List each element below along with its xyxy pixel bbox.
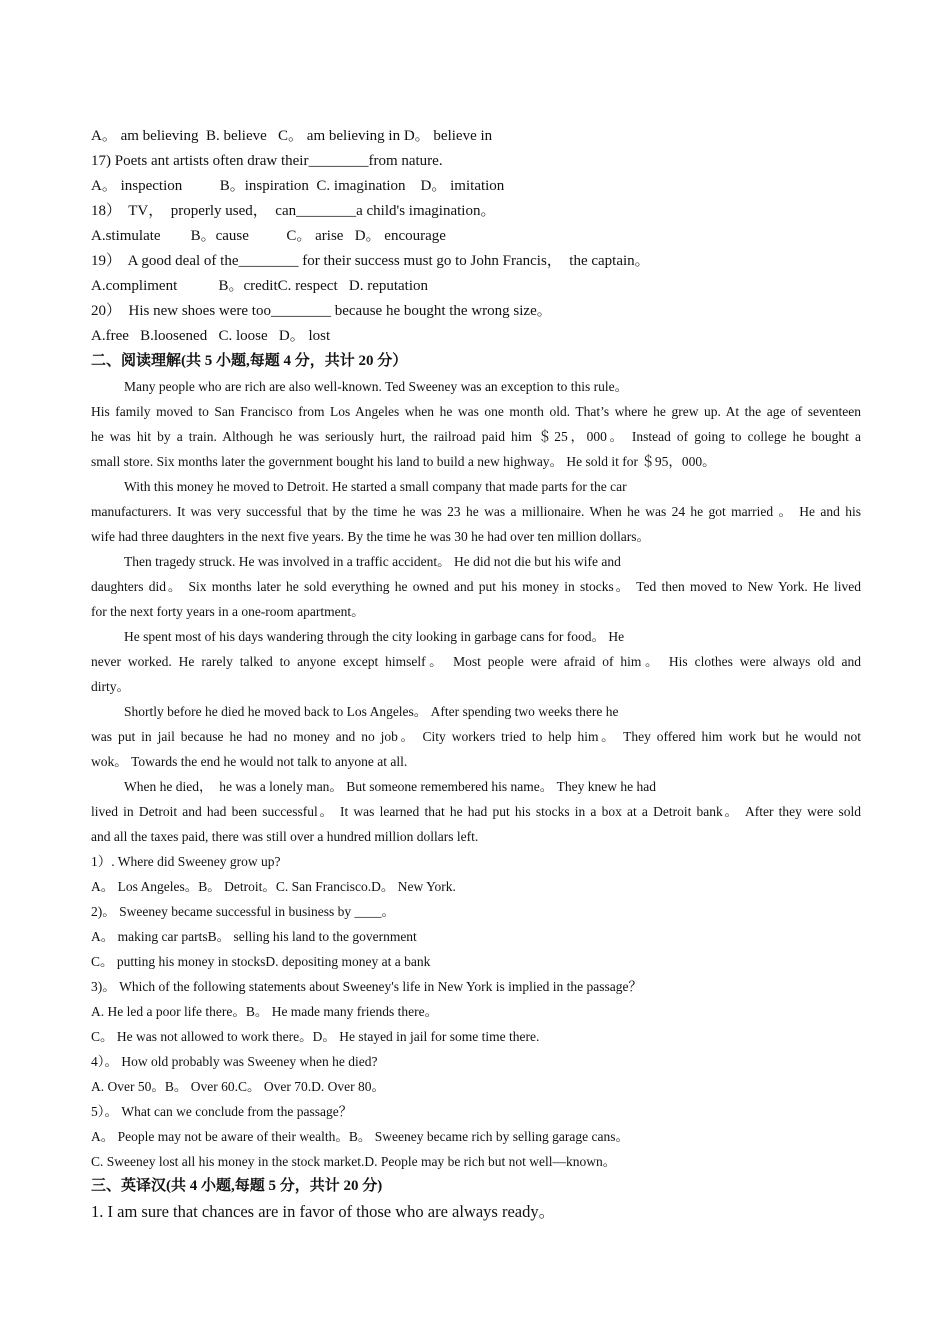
passage-line: wok。 Towards the end he would not talk to anyone at all. bbox=[91, 754, 408, 769]
question-3-options-cd: C。 He was not allowed to work there。D。 He stayed in jail for some time there. bbox=[91, 1029, 540, 1044]
passage-line: Then tragedy struck. He was involved in a traffic accident。 He did not die but his wife and bbox=[124, 554, 621, 569]
passage-line: for the next forty years in a one-room apartment。 bbox=[91, 604, 365, 619]
question-5-options-cd: C. Sweeney lost all his money in the stock market.D. People may be rich but not well—known。 bbox=[91, 1154, 617, 1169]
passage-line: dirty。 bbox=[91, 679, 130, 694]
passage-line: lived in Detroit and had been successful。 It was learned that he had put his stocks in a box at a Detroit bank。 After they were sold bbox=[91, 804, 861, 819]
question-5: 5）。 What can we conclude from the passage？ bbox=[91, 1104, 353, 1119]
q20-stem: 20） His new shoes were too________ because he bought the wrong size。 bbox=[91, 303, 552, 319]
q16-options: A。 am believing B. believe C。 am believing in D。 believe in bbox=[91, 128, 493, 144]
question-1-options: A。 Los Angeles。B。 Detroit。C. San Francisco.D。 New York. bbox=[91, 879, 456, 894]
question-4-options: A. Over 50。B。 Over 60.C。 Over 70.D. Over 80。 bbox=[91, 1079, 385, 1094]
q20-options: A.free B.loosened C. loose D。 lost bbox=[91, 328, 331, 344]
question-5-options-ab: A。 People may not be aware of their wealth。B。 Sweeney became rich by selling garage cans。 bbox=[91, 1129, 629, 1144]
q19-options: A.compliment B。creditC. respect D. reputation bbox=[91, 278, 429, 294]
passage-line: was put in jail because he had no money and no job。 City workers tried to help him。 They offered him work but he would not bbox=[91, 729, 861, 744]
q19-stem: 19） A good deal of the________ for their success must go to John Francis， the captain。 bbox=[91, 253, 650, 269]
q17-stem: 17) Poets ant artists often draw their________from nature. bbox=[91, 153, 443, 169]
passage-line: daughters did。 Six months later he sold everything he owned and put his money in stocks。 Ted then moved to New York. He lived bbox=[91, 579, 861, 594]
translation-item-1: 1. I am sure that chances are in favor of those who are always ready。 bbox=[91, 1202, 556, 1221]
q17-options: A。 inspection B。inspiration C. imagination D。 imitation bbox=[91, 178, 505, 194]
passage-line: He spent most of his days wandering through the city looking in garbage cans for food。 He bbox=[124, 629, 625, 644]
passage-line: never worked. He rarely talked to anyone except himself。 Most people were afraid of him。 His clothes were always old and bbox=[91, 654, 861, 669]
section-3-heading: 三、英译汉(共 4 小题,每题 5 分，共计 20 分) bbox=[91, 1178, 383, 1194]
question-1: 1）. Where did Sweeney grow up? bbox=[91, 854, 281, 869]
passage-line: Many people who are rich are also well-known. Ted Sweeney was an exception to this rule。 bbox=[124, 379, 629, 394]
question-4: 4）。 How old probably was Sweeney when he died? bbox=[91, 1054, 378, 1069]
question-3-options-ab: A. He led a poor life there。B。 He made many friends there。 bbox=[91, 1004, 439, 1019]
passage-line: he was hit by a train. Although he was seriously hurt, the railroad paid him ＄25，000。 Instead of going to college he bought a bbox=[91, 429, 861, 444]
passage-line: His family moved to San Francisco from Los Angeles when he was one month old. That’s where he grew up. At the age of seventeen bbox=[91, 404, 861, 419]
question-3: 3)。 Which of the following statements about Sweeney's life in New York is implied in the passage？ bbox=[91, 979, 642, 994]
q18-options: A.stimulate B。cause C。 arise D。 encourage bbox=[91, 228, 446, 244]
passage-line: With this money he moved to Detroit. He started a small company that made parts for the car bbox=[124, 479, 627, 494]
question-2: 2)。 Sweeney became successful in business by ____。 bbox=[91, 904, 396, 919]
question-2-options-ab: A。 making car partsB。 selling his land to the government bbox=[91, 929, 417, 944]
section-2-heading: 二、阅读理解(共 5 小题,每题 4 分，共计 20 分） bbox=[91, 353, 408, 369]
passage-line: and all the taxes paid, there was still over a hundred million dollars left. bbox=[91, 829, 479, 844]
question-2-options-cd: C。 putting his money in stocksD. depositing money at a bank bbox=[91, 954, 431, 969]
q18-stem: 18） TV， properly used， can________a child's imagination。 bbox=[91, 203, 496, 219]
passage-line: Shortly before he died he moved back to Los Angeles。 After spending two weeks there he bbox=[124, 704, 619, 719]
passage-line: wife had three daughters in the next five years. By the time he was 30 he had over ten million dollars。 bbox=[91, 529, 650, 544]
passage-line: When he died， he was a lonely man。 But someone remembered his name。 They knew he had bbox=[124, 779, 656, 794]
passage-line: manufacturers. It was very successful that by the time he was 23 he was a millionaire. When he was 24 he got married 。 He and his bbox=[91, 504, 861, 519]
passage-line: small store. Six months later the government bought his land to build a new highway。 He sold it for ＄95，000。 bbox=[91, 454, 716, 469]
exam-page bbox=[91, 124, 861, 1225]
